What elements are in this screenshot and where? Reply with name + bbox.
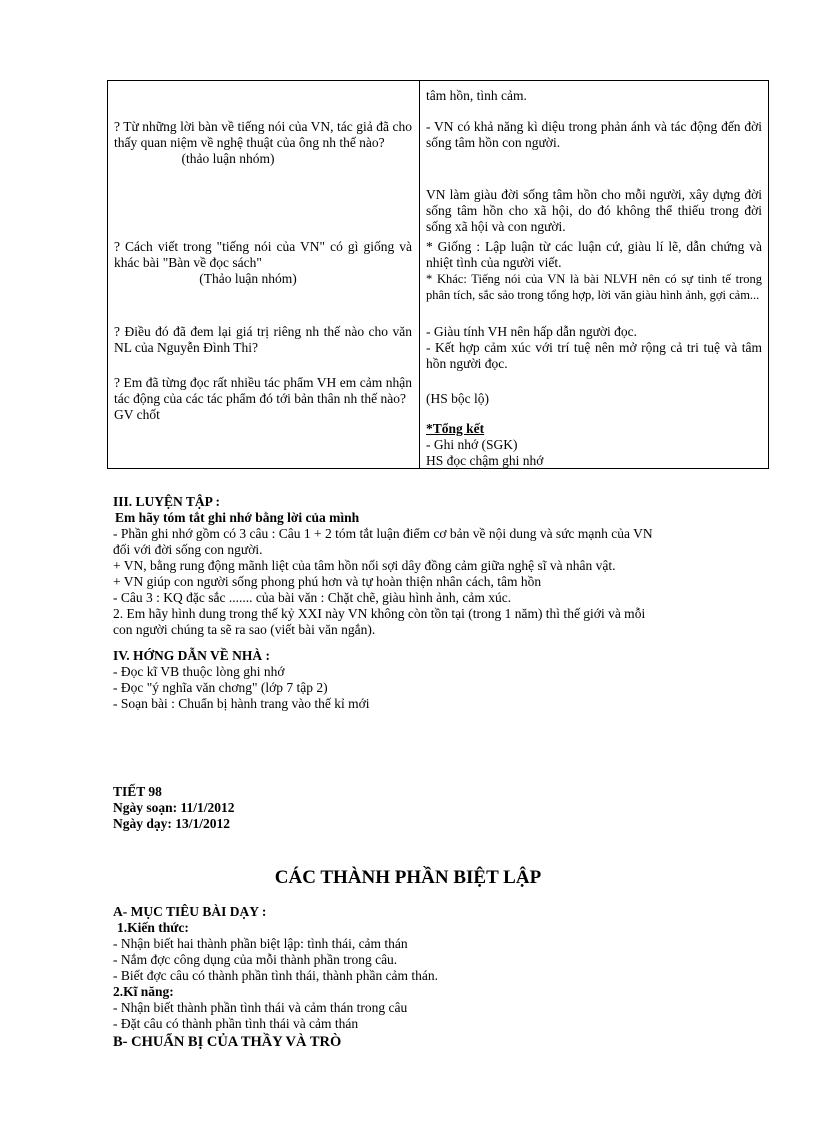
question-cell bbox=[114, 239, 412, 287]
practice-line: + VN, bằng rung động mãnh liệt của tâm hồn nối sợi dây đồng cảm giữa nghệ sĩ và nhân vật. bbox=[113, 558, 616, 573]
answer-line: * Giống : Lập luận từ các luận cứ, giàu lí lẽ, dẫn chứng và nhiệt tình của người viết. bbox=[426, 239, 762, 270]
answer-line: - VN có khả năng kì diệu trong phản ánh và tác động đến đời sống tâm hồn con người. bbox=[426, 119, 762, 150]
answer-line: VN làm giàu đời sống tâm hồn cho mỗi người, xây dựng đời sống tâm hồn cho xã hội, do đó không thể thiếu trong đời sống xã hội và con người. bbox=[426, 187, 762, 234]
question-text: ? Điều đó đã đem lại giá trị riêng nh thế nào cho văn NL của Nguyễn Đình Thi? bbox=[114, 324, 412, 355]
question-text: ? Em đã từng đọc rất nhiều tác phẩm VH em cảm nhận tác động của các tác phẩm đó tới bản thân nh thế nào? bbox=[114, 375, 412, 406]
skills-line: - Đặt câu có thành phần tình thái và cảm thán bbox=[113, 1016, 359, 1031]
answer-cell bbox=[426, 324, 762, 372]
practice-subheading: Em hãy tóm tắt ghi nhớ bằng lời của mình bbox=[115, 510, 360, 525]
answer-cell bbox=[426, 187, 762, 235]
answer-line: * Khác: Tiếng nói của VN là bài NLVH nên có sự tinh tế trong phân tích, sắc sảo trong tổng hợp, lời văn giàu hình ảnh, gợi cảm... bbox=[426, 272, 762, 302]
lesson-header bbox=[113, 784, 763, 832]
practice-line: - Câu 3 : KQ đặc sắc ....... của bài văn : Chặt chẽ, giàu hình ảnh, cảm xúc. bbox=[113, 590, 512, 605]
objectives-section bbox=[113, 904, 763, 1050]
answer-cell bbox=[426, 88, 762, 104]
question-cell bbox=[114, 324, 412, 356]
prepared-date: Ngày soạn: 11/1/2012 bbox=[113, 800, 235, 815]
answer-line: (HS bộc lộ) bbox=[426, 391, 489, 406]
page-title: CÁC THÀNH PHẦN BIỆT LẬP bbox=[274, 867, 542, 888]
question-cell bbox=[114, 119, 412, 167]
knowledge-line: - Biết đợc câu có thành phần tình thái, thành phần cảm thán. bbox=[113, 968, 439, 983]
question-text: ? Từ những lời bàn về tiếng nói của VN, tác giả đã cho thấy quan niệm về nghệ thuật của ông nh thế nào? bbox=[114, 119, 412, 150]
answer-cell bbox=[426, 391, 762, 469]
question-text: ? Cách viết trong "tiếng nói của VN" có gì giống và khác bài "Bàn về đọc sách" bbox=[114, 239, 412, 270]
summary-heading: *Tổng kết bbox=[426, 421, 485, 436]
answer-cell bbox=[426, 119, 762, 151]
question-note: (thảo luận nhóm) bbox=[181, 151, 275, 166]
question-note: (Thảo luận nhóm) bbox=[199, 271, 297, 286]
practice-heading: III. LUYỆN TẬP : bbox=[113, 494, 221, 509]
practice-line: + VN giúp con người sống phong phú hơn và tự hoàn thiện nhân cách, tâm hồn bbox=[113, 574, 542, 589]
knowledge-line: - Nhận biết hai thành phần biệt lập: tình thái, cảm thán bbox=[113, 936, 408, 951]
answer-line: - Kết hợp cảm xúc với trí tuệ nên mở rộng cả tri tuệ và tâm hồn người đọc. bbox=[426, 340, 762, 371]
answer-line: - Giàu tính VH nên hấp dẫn người đọc. bbox=[426, 324, 638, 339]
practice-line: - Phần ghi nhớ gồm có 3 câu : Câu 1 + 2 tóm tắt luận điểm cơ bản về nội dung và sức mạnh của VN bbox=[113, 526, 653, 541]
homework-line: - Đọc "ý nghĩa văn chơng" (lớp 7 tập 2) bbox=[113, 680, 328, 695]
period-number: TIẾT 98 bbox=[113, 784, 162, 799]
practice-line: con người chúng ta sẽ ra sao (viết bài văn ngắn). bbox=[113, 622, 376, 637]
question-cell bbox=[114, 375, 412, 423]
answer-line: tâm hồn, tình cảm. bbox=[426, 88, 527, 103]
answer-line: HS đọc chậm ghi nhớ bbox=[426, 453, 544, 468]
skills-line: - Nhận biết thành phần tình thái và cảm thán trong câu bbox=[113, 1000, 408, 1015]
answer-line: - Ghi nhớ (SGK) bbox=[426, 437, 518, 452]
homework-section bbox=[113, 648, 763, 712]
homework-line: - Soạn bài : Chuẩn bị hành trang vào thế kỉ mới bbox=[113, 696, 370, 711]
taught-date: Ngày dạy: 13/1/2012 bbox=[113, 816, 231, 831]
skills-heading: 2.Kĩ năng: bbox=[113, 984, 174, 999]
section-b-heading: B- CHUẨN BỊ CỦA THẦY VÀ TRÒ bbox=[113, 1034, 342, 1050]
practice-line: đối với đời sống con người. bbox=[113, 542, 263, 557]
practice-section bbox=[113, 494, 763, 638]
homework-heading: IV. HỚNG DẪN VỀ NHÀ : bbox=[113, 648, 271, 663]
practice-line: 2. Em hãy hình dung trong thế kỷ XXI này VN không còn tồn tại (trong 1 năm) thì thế giới và mỗi bbox=[113, 606, 646, 621]
knowledge-heading: 1.Kiến thức: bbox=[117, 920, 189, 935]
section-a-heading: A- MỤC TIÊU BÀI DẠY : bbox=[113, 904, 267, 919]
column-divider bbox=[419, 81, 420, 468]
knowledge-line: - Nắm đợc công dụng của mỗi thành phần trong câu. bbox=[113, 952, 398, 967]
lesson-table bbox=[107, 80, 769, 469]
homework-line: - Đọc kĩ VB thuộc lòng ghi nhớ bbox=[113, 664, 285, 679]
teacher-note: GV chốt bbox=[114, 407, 160, 422]
answer-cell bbox=[426, 239, 762, 303]
